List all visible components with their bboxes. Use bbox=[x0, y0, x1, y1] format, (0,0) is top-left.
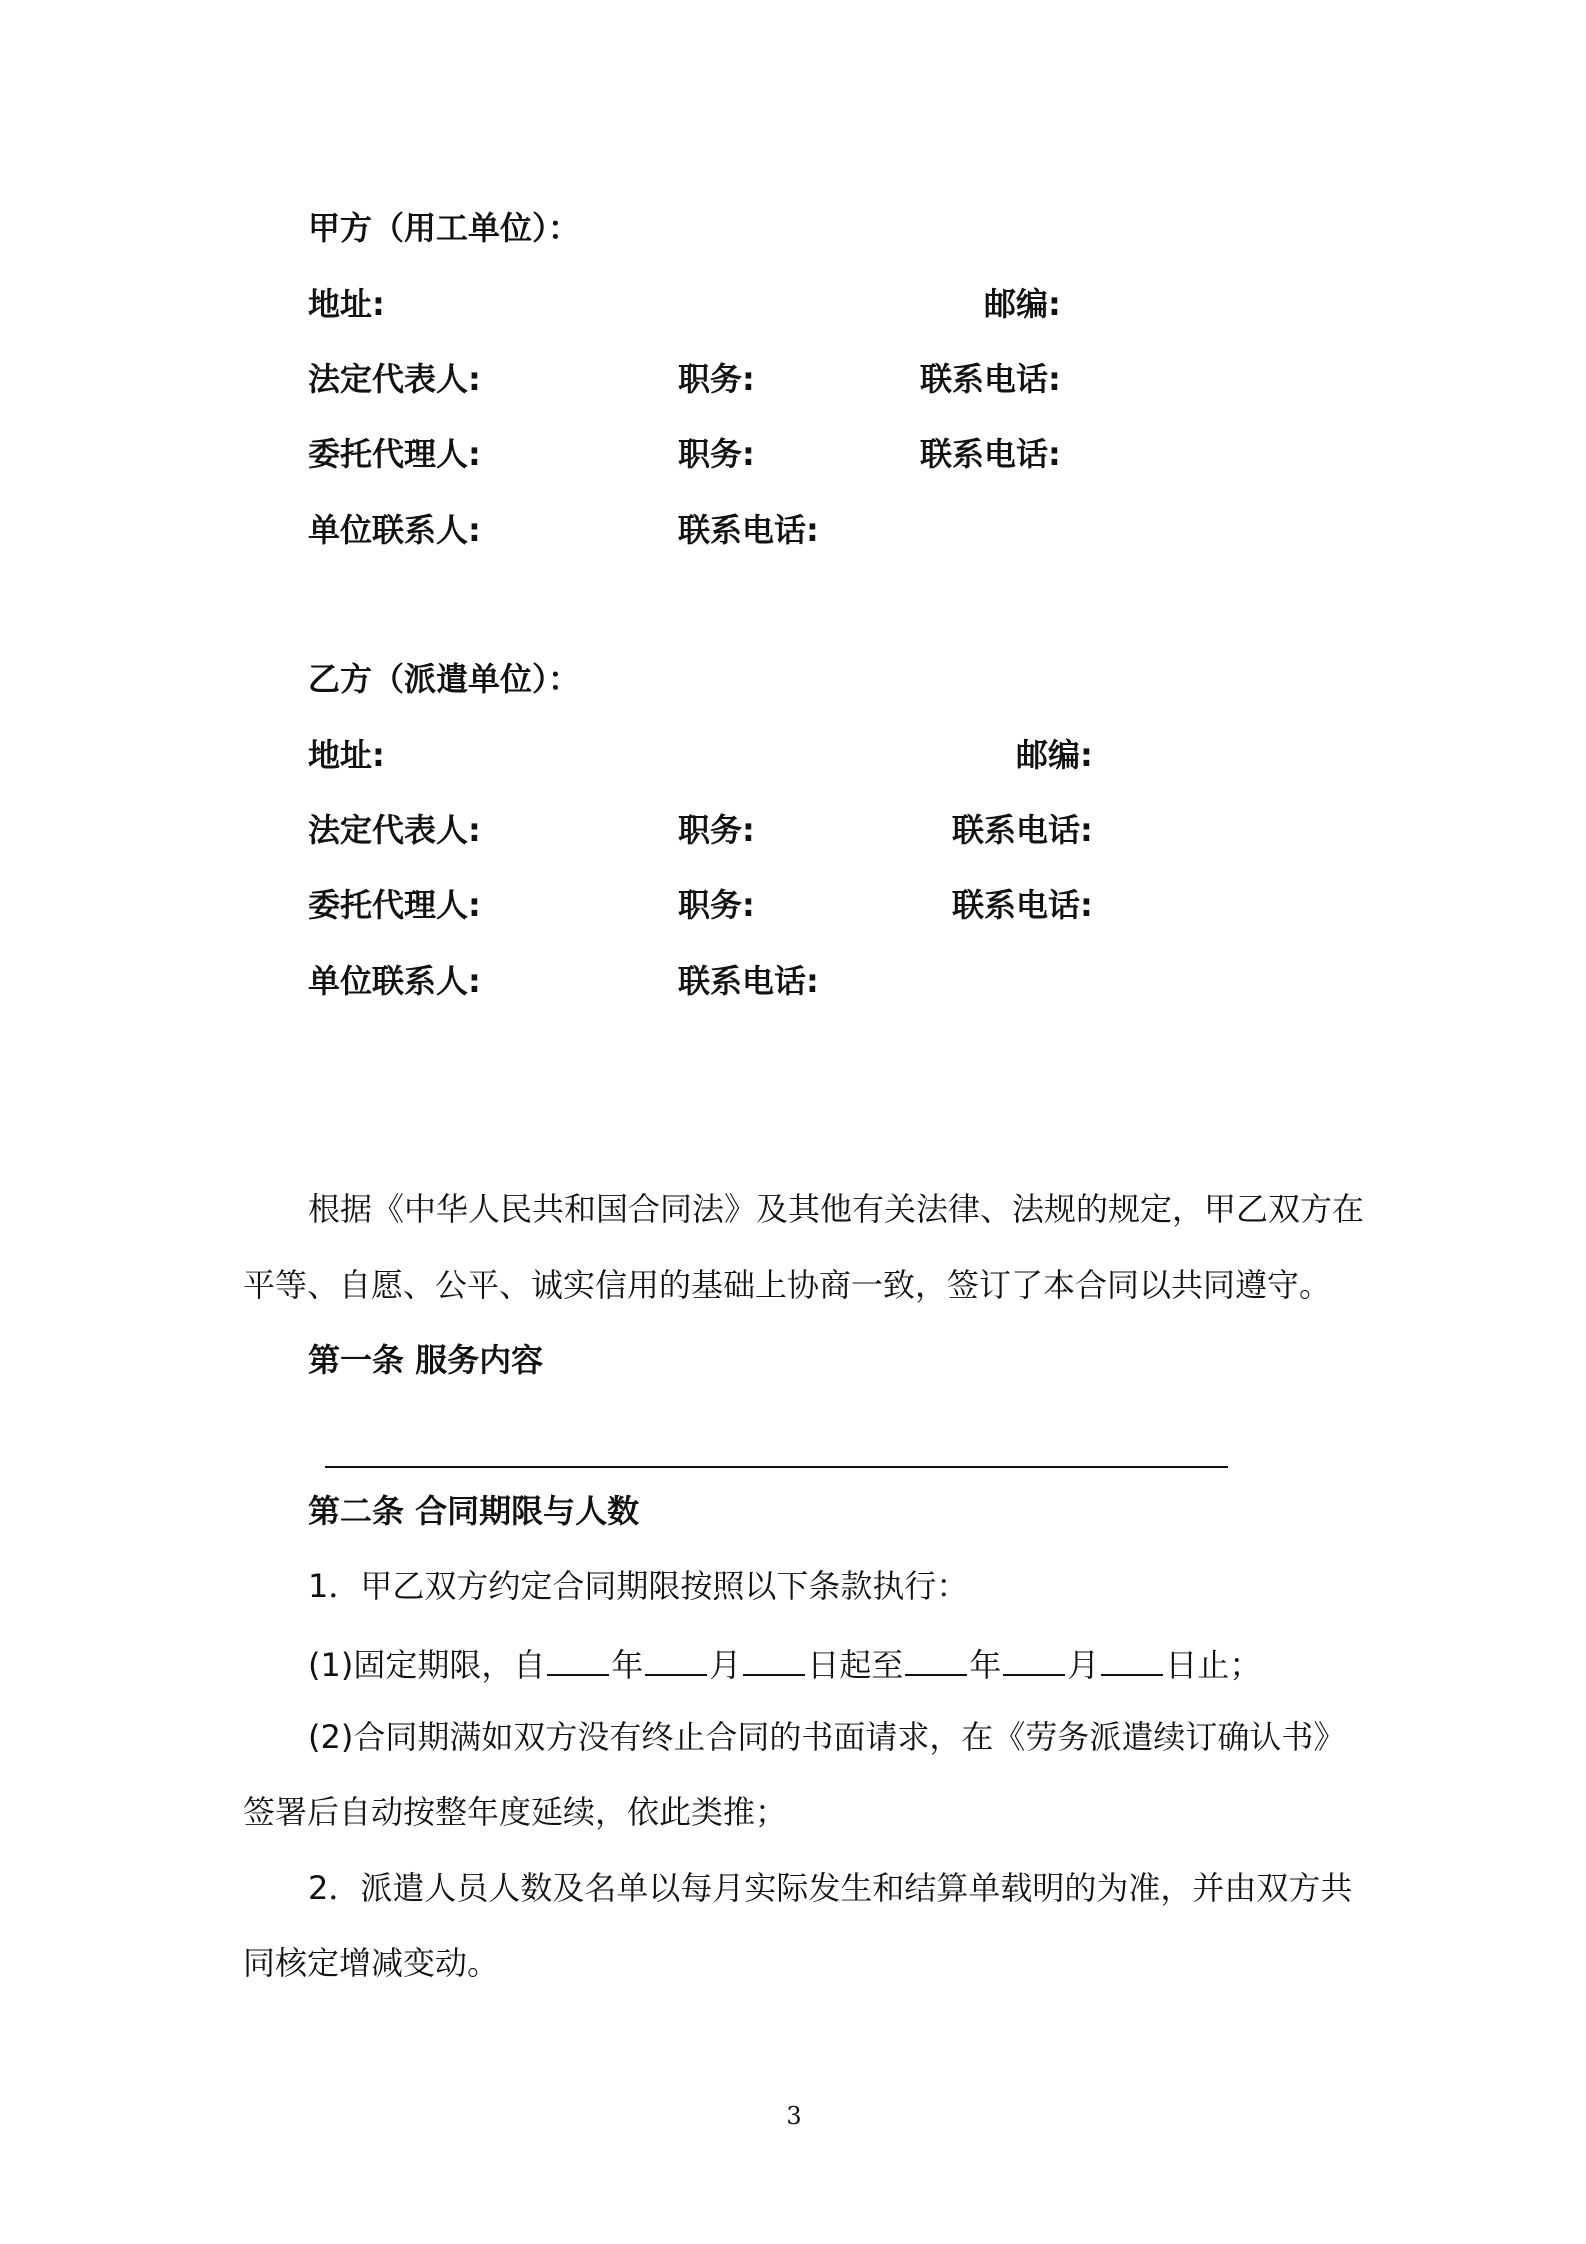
end-year-blank bbox=[905, 1642, 967, 1676]
party-b-address-label: 地址: bbox=[308, 736, 385, 774]
party-a-contact-label: 单位联系人: bbox=[308, 511, 481, 549]
fixed-term-prefix: (1)固定期限，自 bbox=[308, 1646, 546, 1684]
party-b-postcode-label: 邮编: bbox=[1016, 736, 1093, 774]
fixed-term-line bbox=[308, 1642, 1261, 1685]
party-b-agent-position-label: 职务: bbox=[678, 886, 755, 924]
start-year-label: 年 bbox=[611, 1646, 644, 1684]
party-b-phone-label: 联系电话: bbox=[952, 811, 1093, 849]
service-content-blank-line bbox=[325, 1466, 1228, 1468]
start-month-blank bbox=[645, 1642, 707, 1676]
start-day-blank bbox=[743, 1642, 805, 1676]
party-b-contact-phone-label: 联系电话: bbox=[678, 962, 819, 1000]
end-day-blank bbox=[1101, 1642, 1163, 1676]
article-2-item-1: 1．甲乙双方约定合同期限按照以下条款执行： bbox=[308, 1567, 969, 1605]
party-a-agent-label: 委托代理人: bbox=[308, 435, 481, 473]
renewal-clause-line-1: (2)合同期满如双方没有终止合同的书面请求，在《劳务派遣续订确认书》 bbox=[308, 1718, 1346, 1756]
article-2-item-2-line-1: 2．派遣人员人数及名单以每月实际发生和结算单载明的为准，并由双方共 bbox=[308, 1869, 1353, 1907]
party-a-address-label: 地址: bbox=[308, 285, 385, 323]
party-a-agent-position-label: 职务: bbox=[678, 435, 755, 473]
renewal-clause-line-2: 签署后自动按整年度延续，依此类推； bbox=[243, 1793, 788, 1831]
party-a-agent-phone-label: 联系电话: bbox=[920, 435, 1061, 473]
party-a-postcode-label: 邮编: bbox=[984, 285, 1061, 323]
end-day-label: 日止； bbox=[1165, 1646, 1262, 1684]
page-number: 3 bbox=[786, 2102, 802, 2130]
end-year-label: 年 bbox=[969, 1646, 1002, 1684]
end-month-label: 月 bbox=[1067, 1646, 1100, 1684]
preamble-line-2: 平等、自愿、公平、诚实信用的基础上协商一致，签订了本合同以共同遵守。 bbox=[243, 1266, 1332, 1304]
party-b-legal-rep-label: 法定代表人: bbox=[308, 811, 481, 849]
party-a-position-label: 职务: bbox=[678, 360, 755, 398]
party-a-contact-phone-label: 联系电话: bbox=[678, 511, 819, 549]
party-b-contact-label: 单位联系人: bbox=[308, 962, 481, 1000]
start-day-label: 日起至 bbox=[807, 1646, 904, 1684]
end-month-blank bbox=[1003, 1642, 1065, 1676]
party-b-agent-label: 委托代理人: bbox=[308, 886, 481, 924]
party-a-heading: 甲方（用工单位）： bbox=[308, 209, 581, 247]
article-2-title: 第二条 合同期限与人数 bbox=[308, 1492, 640, 1530]
party-b-heading: 乙方（派遣单位）： bbox=[308, 660, 581, 698]
party-a-phone-label: 联系电话: bbox=[920, 360, 1061, 398]
party-b-position-label: 职务: bbox=[678, 811, 755, 849]
party-a-legal-rep-label: 法定代表人: bbox=[308, 360, 481, 398]
article-2-item-2-line-2: 同核定增减变动。 bbox=[243, 1944, 500, 1982]
party-b-agent-phone-label: 联系电话: bbox=[952, 886, 1093, 924]
start-month-label: 月 bbox=[709, 1646, 742, 1684]
article-1-title: 第一条 服务内容 bbox=[308, 1341, 544, 1379]
preamble-line-1: 根据《中华人民共和国合同法》及其他有关法律、法规的规定，甲乙双方在 bbox=[308, 1190, 1365, 1228]
start-year-blank bbox=[547, 1642, 609, 1676]
